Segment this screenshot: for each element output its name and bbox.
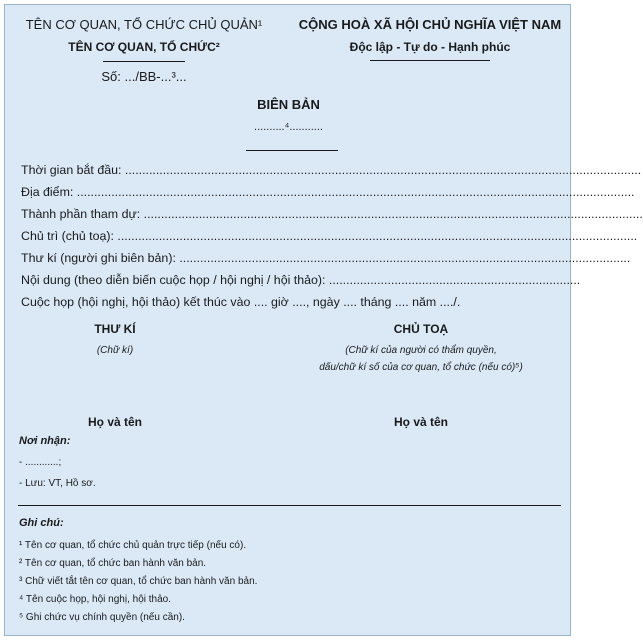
chair-title: CHỦ TOẠ bbox=[393, 322, 449, 336]
motto-underline bbox=[370, 60, 490, 61]
field-location: Địa điểm: .................................................................................................................................................................. bbox=[21, 185, 635, 199]
agency-name: TÊN CƠ QUAN, TỔ CHỨC² bbox=[68, 40, 220, 54]
agency-parent: TÊN CƠ QUAN, TỔ CHỨC CHỦ QUẢN¹ bbox=[25, 17, 263, 32]
chair-name: Họ và tên bbox=[393, 415, 448, 429]
field-chair: Chủ trì (chủ toạ): ....................................................................................................................................................... bbox=[21, 229, 638, 243]
title-underline bbox=[246, 150, 338, 151]
secretary-title: THƯ KÍ bbox=[94, 322, 136, 336]
notes-divider bbox=[18, 505, 561, 506]
note-item: ³ Chữ viết tắt tên cơ quan, tổ chức ban hành văn bản. bbox=[19, 576, 258, 587]
note-item: ⁴ Tên cuộc họp, hội nghị, hội thảo. bbox=[19, 594, 171, 605]
document-subtitle: ..........⁴........... bbox=[254, 121, 323, 133]
document-number: Số: .../BB-...³... bbox=[101, 69, 187, 84]
secretary-note: (Chữ kí) bbox=[96, 345, 134, 356]
note-item: ¹ Tên cơ quan, tổ chức chủ quản trực tiếp (nếu có). bbox=[19, 540, 247, 551]
document-form bbox=[4, 4, 643, 636]
recipient-item: - ............; bbox=[19, 457, 62, 468]
secretary-name: Họ và tên bbox=[87, 415, 142, 429]
nation-motto: Độc lập - Tự do - Hạnh phúc bbox=[349, 40, 511, 54]
recipients-label: Nơi nhận: bbox=[19, 435, 71, 447]
field-attendees: Thành phần tham dự: ................................................................................................................................................. bbox=[21, 207, 643, 221]
field-end-time: Cuộc họp (hội nghị, hội thảo) kết thúc vào .... giờ ...., ngày .... tháng .... năm ..../. bbox=[21, 295, 461, 309]
recipient-item: - Lưu: VT, Hồ sơ. bbox=[19, 478, 96, 489]
notes-label: Ghi chú: bbox=[19, 517, 64, 529]
chair-note-line1: (Chữ kí của người có thẩm quyền, bbox=[345, 345, 497, 356]
agency-underline bbox=[103, 61, 185, 62]
note-item: ⁵ Ghi chức vụ chính quyền (nếu cần). bbox=[19, 612, 185, 623]
nation-title: CỘNG HOÀ XÃ HỘI CHỦ NGHĨA VIỆT NAM bbox=[298, 17, 562, 32]
note-item: ² Tên cơ quan, tổ chức ban hành văn bản. bbox=[19, 558, 207, 569]
chair-note-line2: dấu/chữ kí số của cơ quan, tổ chức (nếu có)⁵) bbox=[319, 362, 523, 373]
field-content: Nội dung (theo diễn biến cuộc họp / hội nghị / hội thảo): ......................................................................... bbox=[21, 273, 581, 287]
field-start-time: Thời gian bắt đầu: ...................................................................................................................................................... bbox=[21, 163, 642, 177]
field-secretary: Thư kí (người ghi biên bản): ................................................................................................................................... bbox=[21, 251, 631, 265]
document-title: BIÊN BẢN bbox=[257, 97, 320, 112]
